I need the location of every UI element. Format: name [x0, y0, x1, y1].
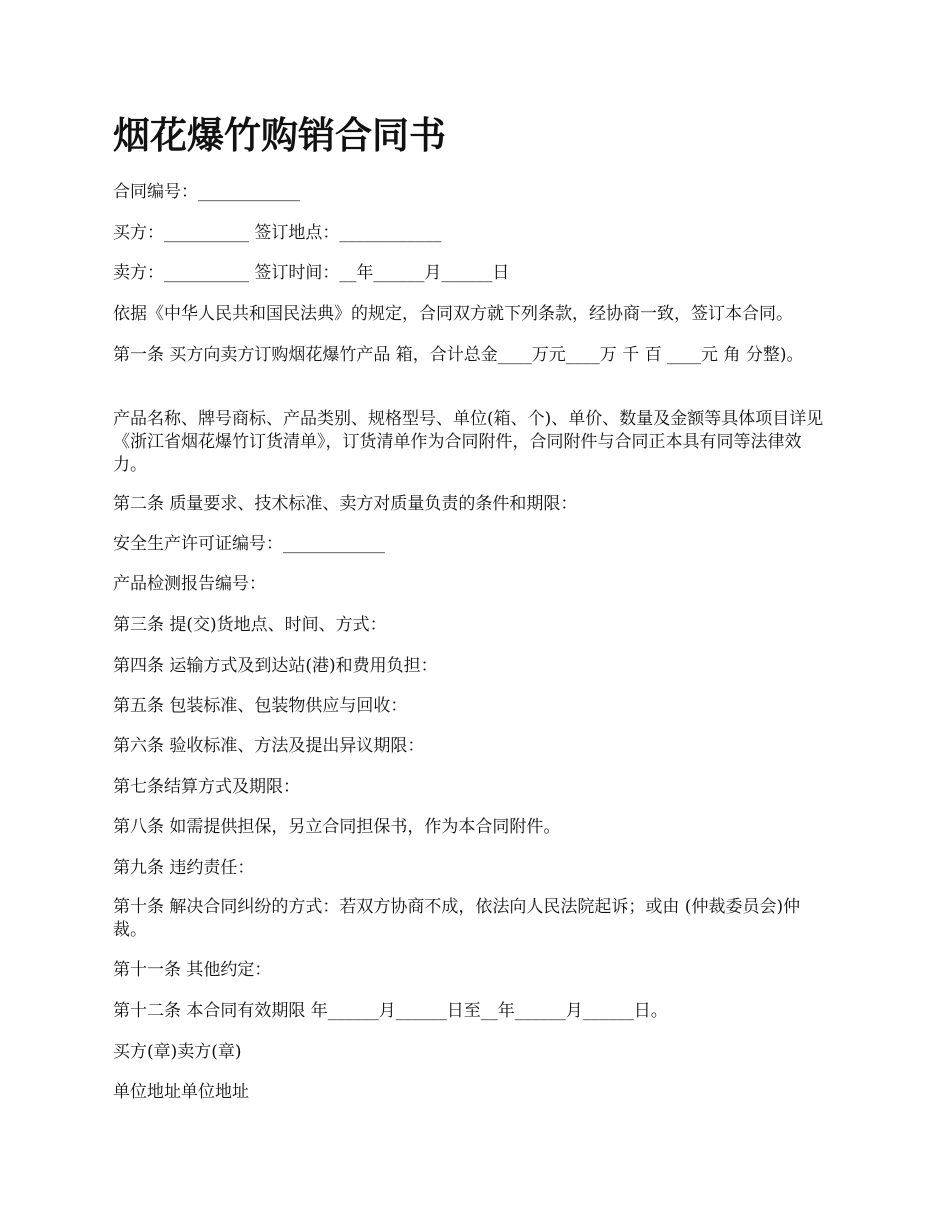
basis-paragraph: 依据《中华人民共和国民法典》的规定，合同双方就下列条款，经协商一致，签订本合同。 [113, 304, 793, 324]
article-11: 第十一条 其他约定： [113, 960, 272, 980]
seal-line: 买方(章)卖方(章) [113, 1042, 242, 1062]
contract-number-line: 合同编号：____________ [113, 182, 300, 202]
address-line: 单位地址单位地址 [113, 1082, 249, 1102]
article-8: 第八条 如需提供担保，另立合同担保书，作为本合同附件。 [113, 817, 561, 837]
product-details-paragraph: 产品名称、牌号商标、产品类别、规格型号、单位(箱、个)、单价、数量及金额等具体项目详见《浙江省烟花爆竹订货清单》，订货清单作为合同附件，合同附件与合同正本具有同等法律效力。 [113, 409, 824, 475]
article-5: 第五条 包装标准、包装物供应与回收： [113, 696, 408, 716]
article-7: 第七条结算方式及期限： [113, 777, 300, 797]
buyer-line: 买方：__________ 签订地点：____________ [113, 223, 442, 243]
article-3: 第三条 提(交)货地点、时间、方式： [113, 615, 387, 635]
test-report-line: 产品检测报告编号： [113, 574, 266, 594]
document-title: 烟花爆竹购销合同书 [113, 114, 446, 157]
article-2: 第二条 质量要求、技术标准、卖方对质量负责的条件和期限： [113, 494, 578, 514]
article-6: 第六条 验收标准、方法及提出异议期限： [113, 736, 425, 756]
article-4: 第四条 运输方式及到达站(港)和费用负担： [113, 656, 438, 676]
safety-license-line: 安全生产许可证编号：____________ [113, 534, 385, 554]
article-1: 第一条 买方向卖方订购烟花爆竹产品 箱，合计总金____万元____万 千 百 ____元 角 分整)。 [113, 345, 804, 365]
article-9: 第九条 违约责任： [113, 858, 255, 878]
article-12: 第十二条 本合同有效期限 年______月______日至__年______月______日。 [113, 1001, 668, 1021]
article-10: 第十条 解决合同纠纷的方式：若双方协商不成，依法向人民法院起诉；或由 (仲裁委员会)仲裁。 [113, 897, 801, 940]
seller-line: 卖方：__________ 签订时间：__年______月______日 [113, 263, 510, 283]
